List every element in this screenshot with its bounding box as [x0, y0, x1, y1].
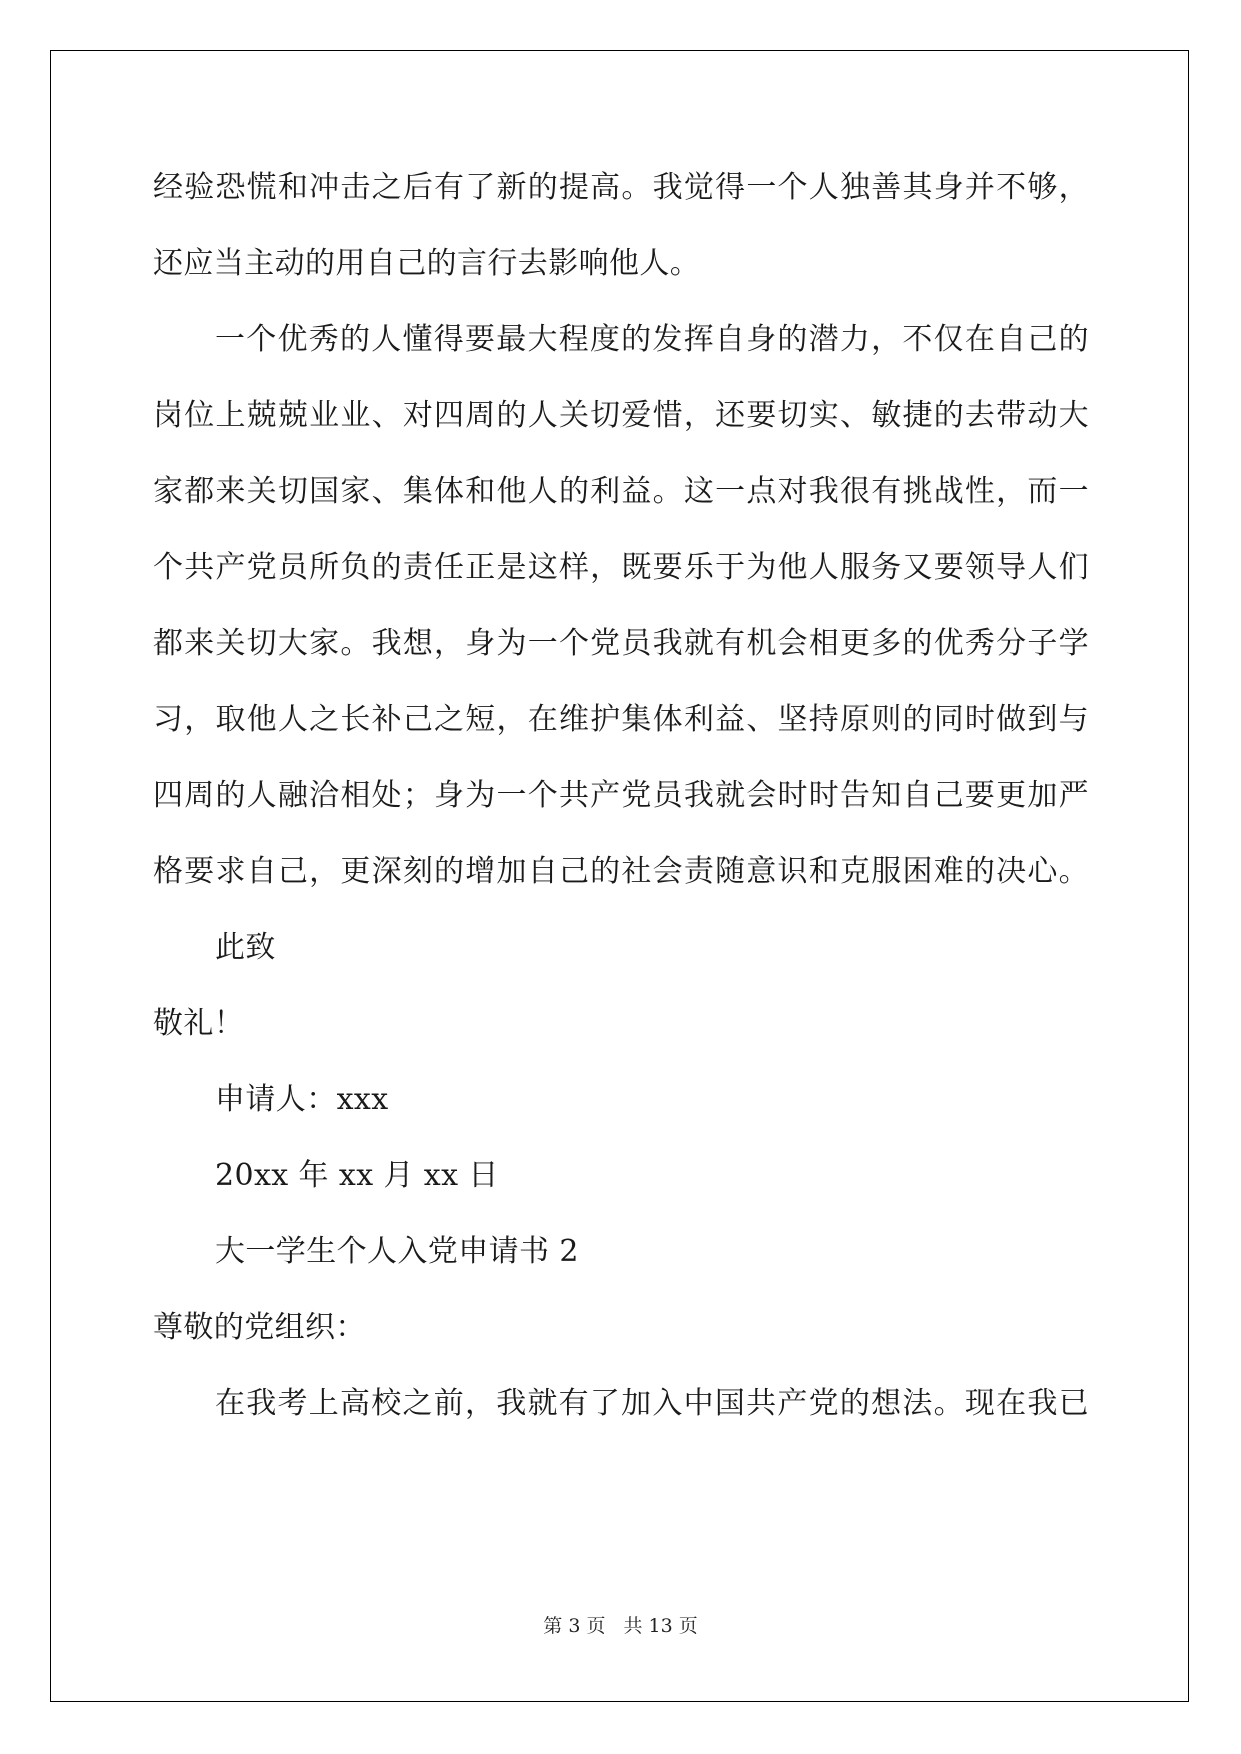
paragraph-line: 习，取他人之长补己之短，在维护集体利益、坚持原则的同时做到与 [153, 702, 1089, 737]
closing-regards: 敬礼！ [153, 1006, 245, 1041]
page-number-current: 第 3 页 [543, 1615, 606, 1637]
section-title: 大一学生个人入党申请书 2 [215, 1234, 579, 1269]
page-footer [0, 1614, 1241, 1638]
paragraph-line: 还应当主动的用自己的言行去影响他人。 [153, 246, 701, 281]
greeting: 尊敬的党组织： [153, 1310, 366, 1345]
paragraph-line: 格要求自己，更深刻的增加自己的社会责随意识和克服困难的决心。 [153, 854, 1089, 889]
paragraph-line: 在我考上高校之前，我就有了加入中国共产党的想法。现在我已 [215, 1386, 1089, 1421]
paragraph-line: 经验恐慌和冲击之后有了新的提高。我觉得一个人独善其身并不够， [153, 170, 1089, 205]
application-date: 20xx 年 xx 月 xx 日 [215, 1158, 499, 1193]
applicant-name: 申请人：xxx [215, 1082, 389, 1117]
paragraph-line: 岗位上兢兢业业、对四周的人关切爱惜，还要切实、敏捷的去带动大 [153, 398, 1089, 433]
paragraph-line: 四周的人融洽相处；身为一个共产党员我就会时时告知自己要更加严 [153, 778, 1089, 813]
page-number-total: 共 13 页 [623, 1615, 698, 1637]
paragraph-line: 家都来关切国家、集体和他人的利益。这一点对我很有挑战性，而一 [153, 474, 1089, 509]
document-body [153, 150, 1089, 1442]
paragraph-line: 都来关切大家。我想，身为一个党员我就有机会相更多的优秀分子学 [153, 626, 1089, 661]
paragraph-line: 一个优秀的人懂得要最大程度的发挥自身的潜力，不仅在自己的 [215, 322, 1089, 357]
paragraph-line: 个共产党员所负的责任正是这样，既要乐于为他人服务又要领导人们 [153, 550, 1089, 585]
closing-salutation: 此致 [215, 930, 276, 965]
